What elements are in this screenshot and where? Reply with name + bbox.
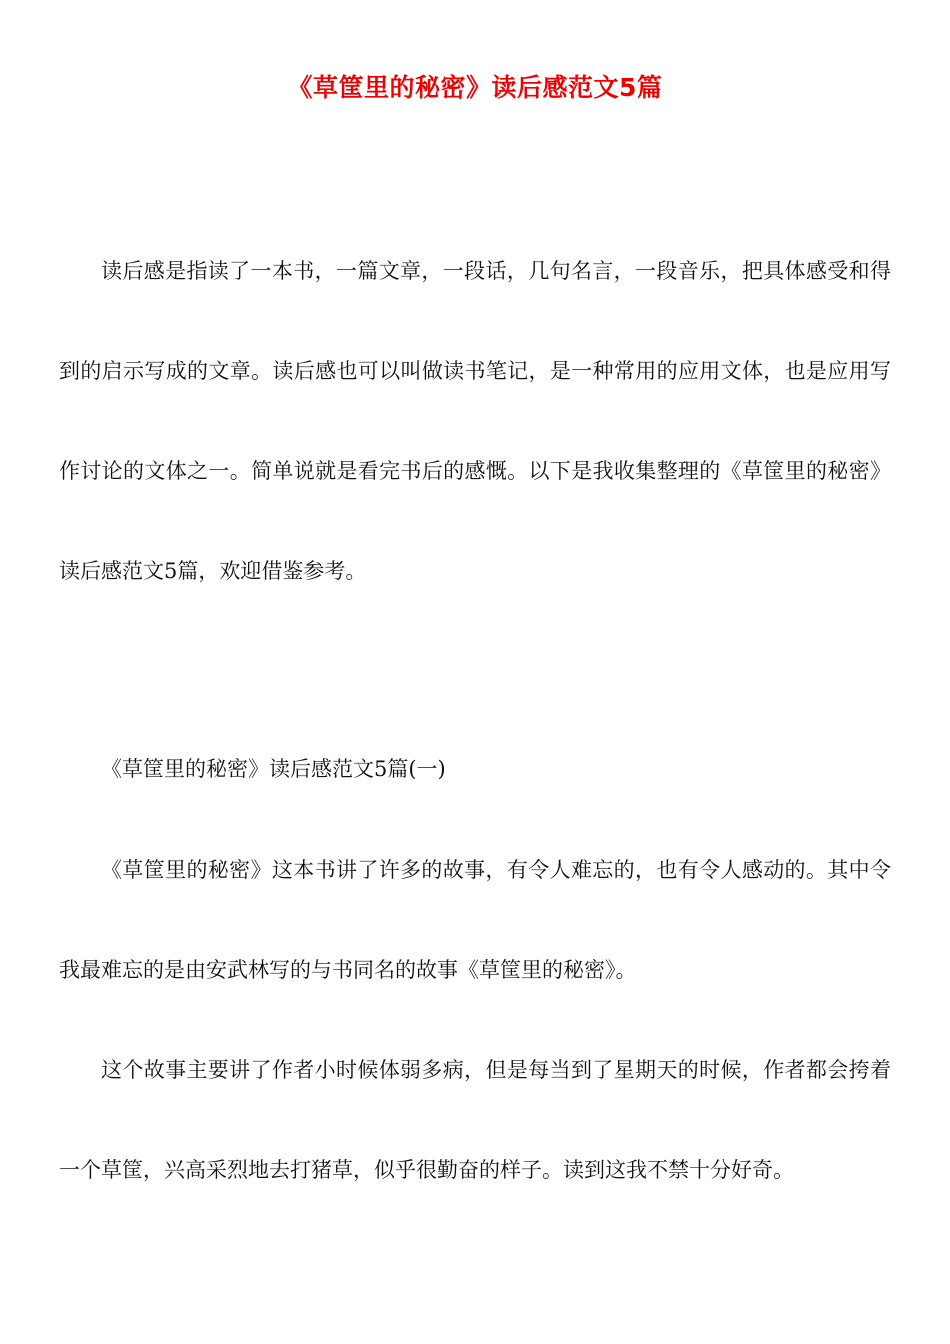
body-paragraph-2: 这个故事主要讲了作者小时候体弱多病，但是每当到了星期天的时候，作者都会挎着一个草筐，兴高采烈地去打猪草，似乎很勤奋的样子。读到这我不禁十分好奇。 <box>59 1058 891 1182</box>
body-paragraph-1: 《草筐里的秘密》这本书讲了许多的故事，有令人难忘的，也有令人感动的。其中令我最难忘的是由安武林写的与书同名的故事《草筐里的秘密》。 <box>59 858 891 982</box>
intro-paragraph: 读后感是指读了一本书，一篇文章，一段话，几句名言，一段音乐，把具体感受和得到的启示写成的文章。读后感也可以叫做读书笔记，是一种常用的应用文体，也是应用写作讨论的文体之一。简单说就是看完书后的感慨。以下是我收集整理的《草筐里的秘密》读后感范文5篇，欢迎借鉴参考。 <box>59 259 891 583</box>
section-heading: 《草筐里的秘密》读后感范文5篇(一) <box>101 757 446 781</box>
document-title: 《草筐里的秘密》读后感范文5篇 <box>287 73 663 102</box>
